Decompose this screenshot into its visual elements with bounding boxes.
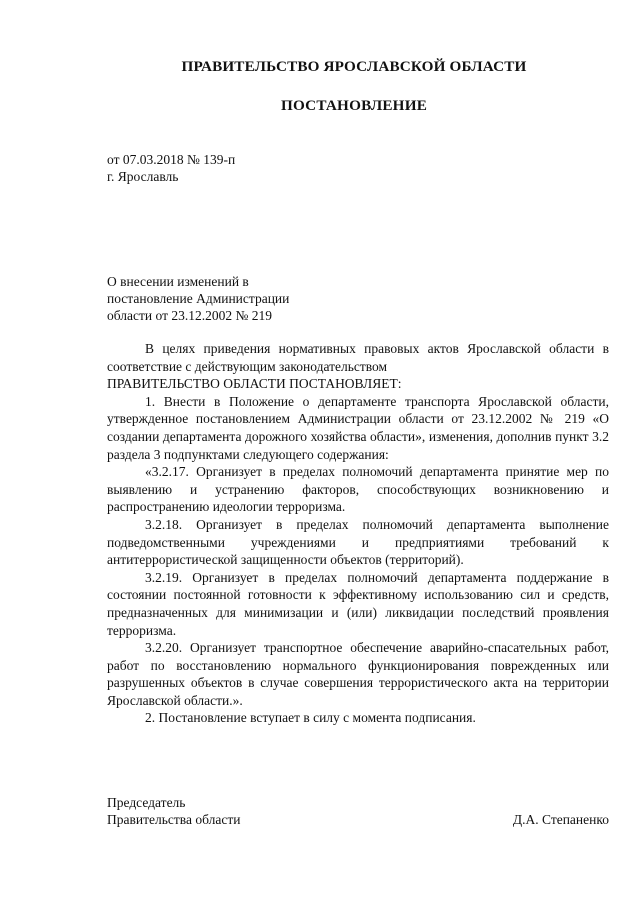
subject-line: постановление Администрации [107, 291, 290, 306]
item-1-paragraph: 1. Внести в Положение о департаменте транспорта Ярославской области, утвержденное постановлением Администрации области от 23.12.2002 № 219 «О создании департамента дорожного хозяйства области», изменения, дополнив пункт 3.2 раздела 3 подпунктами следующего содержания: [107, 393, 609, 462]
document-type-title: ПОСТАНОВЛЕНИЕ [280, 97, 428, 114]
subject-line: О внесении изменений в [107, 274, 249, 289]
document-body [107, 340, 609, 727]
signature-row [107, 811, 609, 828]
preamble-paragraph: В целях приведения нормативных правовых актов Ярославской области в соответствие с действующим законодательством [107, 341, 609, 374]
resolves-line: ПРАВИТЕЛЬСТВО ОБЛАСТИ ПОСТАНОВЛЯЕТ: [107, 376, 402, 392]
city: г. Ярославль [107, 169, 179, 184]
signature-block [107, 794, 609, 828]
document-meta [107, 151, 235, 185]
subitem-3-2-17: «3.2.17. Организует в пределах полномочий департамента принятие мер по выявлению и устранению факторов, способствующих возникновению и распространению идеологии терроризма. [107, 464, 609, 515]
date-number: от 07.03.2018 № 139-п [107, 152, 236, 167]
subitem-3-2-19: 3.2.19. Организует в пределах полномочий департамента поддержание в состоянии постоянной готовности к эффективному использованию сил и средств, предназначенных для минимизации и (или) ликвидации последствий проявления терроризма. [107, 569, 609, 638]
subitem-3-2-20: 3.2.20. Организует транспортное обеспечение аварийно-спасательных работ, работ по восстановлению нормального функционирования поврежденных или разрушенных объектов в случае совершения террористического акта на территории Ярославской области.». [107, 640, 609, 708]
signer-position-line-1: Председатель [107, 795, 186, 810]
signer-position-line-2: Правительства области [107, 812, 241, 827]
document-subject [107, 273, 289, 324]
government-title: ПРАВИТЕЛЬСТВО ЯРОСЛАВСКОЙ ОБЛАСТИ [181, 58, 527, 75]
item-2-paragraph: 2. Постановление вступает в силу с момента подписания. [145, 710, 476, 726]
signer-name: Д.А. Степаненко [512, 812, 609, 827]
subitem-3-2-18: 3.2.18. Организует в пределах полномочий департамента выполнение подведомственными учреждениями и предприятиями требований к антитеррористической защищенности объектов (территорий). [107, 516, 609, 568]
subject-line: области от 23.12.2002 № 219 [107, 308, 272, 323]
